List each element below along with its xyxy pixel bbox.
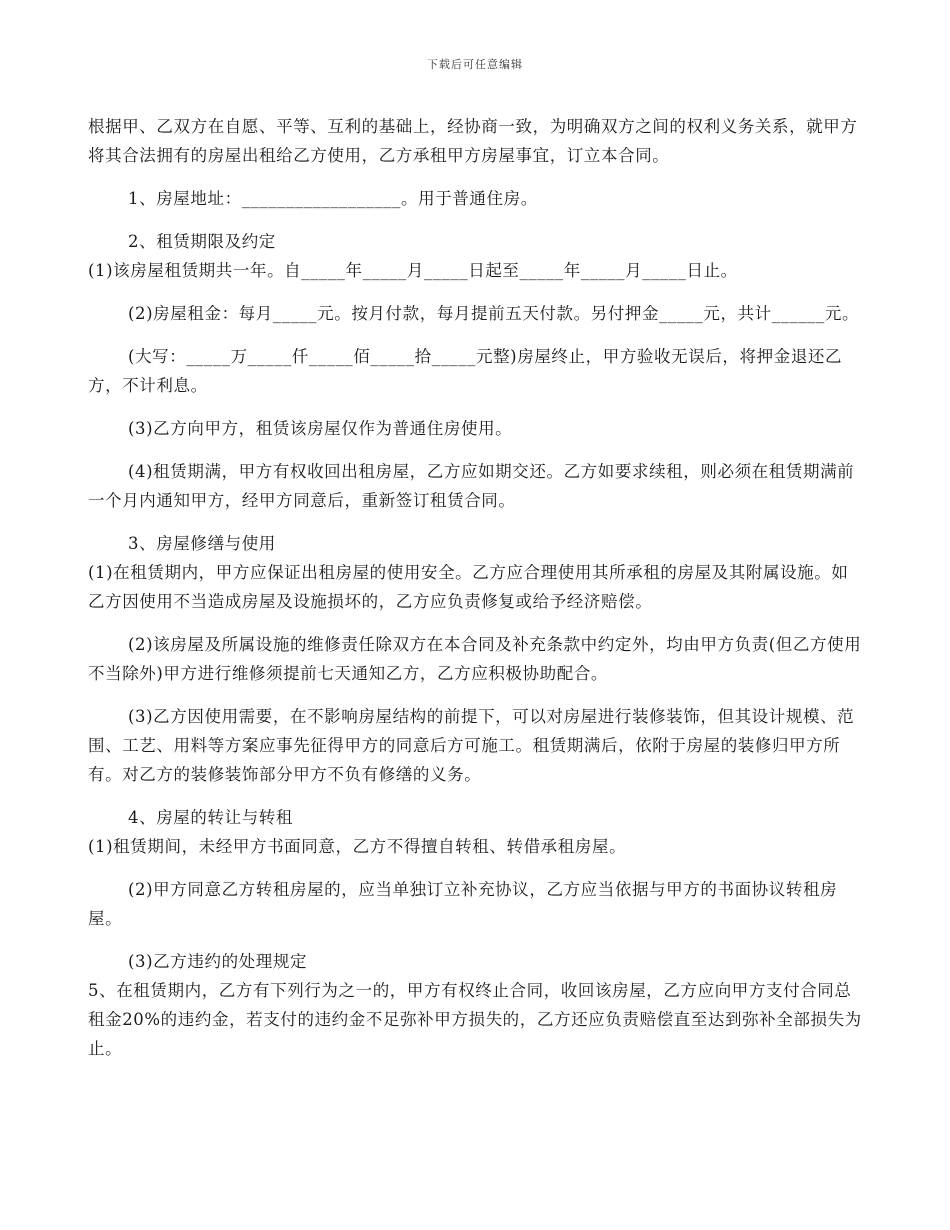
section-2-heading: 2、租赁期限及约定 (128, 232, 276, 251)
clause-2-4-expiry: (4)租赁期满，甲方有权收回出租房屋，乙方应如期交还。乙方如要求续租，则必须在租赁期满前一个月内通知甲方，经甲方同意后，重新签订租赁合同。 (88, 462, 855, 510)
section-4-heading: 4、房屋的转让与转租 (128, 808, 293, 827)
contract-body (88, 112, 862, 1063)
clause-3-1-safety: (1)在租赁期内，甲方应保证出租房屋的使用安全。乙方应合理使用其所承租的房屋及其附属设施。如乙方因使用不当造成房屋及设施损坏的，乙方应负责修复或给予经济赔偿。 (88, 563, 849, 611)
intro-paragraph: 根据甲、乙双方在自愿、平等、互利的基础上，经协商一致，为明确双方之间的权利义务关系，就甲方将其合法拥有的房屋出租给乙方使用，乙方承租甲方房屋事宜，订立本合同。 (88, 117, 858, 165)
clause-5-termination: 5、在租赁期内，乙方有下列行为之一的，甲方有权终止合同，收回该房屋，乙方应向甲方支付合同总租金20%的违约金，若支付的违约金不足弥补甲方损失的，乙方还应负责赔偿直至达到弥补全部损失为止。 (88, 981, 862, 1058)
clause-2-1-term: (1)该房屋租赁期共一年。自_____年_____月_____日起至_____年_____月_____日止。 (88, 261, 738, 280)
clause-1-address: 1、房屋地址：__________________。用于普通住房。 (128, 189, 538, 208)
section-3-heading: 3、房屋修缮与使用 (128, 534, 276, 553)
clause-3-3-renovation: (3)乙方因使用需要，在不影响房屋结构的前提下，可以对房屋进行装修装饰，但其设计规模、范围、工艺、用料等方案应事先征得甲方的同意后方可施工。租赁期满后，依附于房屋的装修归甲方所有。对乙方的装修装饰部分甲方不负有修缮的义务。 (88, 707, 855, 784)
clause-3-2-maintenance: (2)该房屋及所属设施的维修责任除双方在本合同及补充条款中约定外，均由甲方负责(但乙方使用不当除外)甲方进行维修须提前七天通知乙方，乙方应积极协助配合。 (88, 635, 862, 683)
page-header: 下载后可任意编辑 (427, 58, 523, 71)
clause-4-1-sublease: (1)租赁期间，未经甲方书面同意，乙方不得擅自转租、转借承租房屋。 (88, 837, 627, 856)
clause-2-3-usage: (3)乙方向甲方，租赁该房屋仅作为普通住房使用。 (128, 419, 513, 438)
clause-2-2-capital-amount: (大写：_____万_____仟_____佰_____拾_____元整)房屋终止，甲方验收无误后，将押金退还乙方，不计利息。 (88, 347, 843, 395)
clause-4-2-sublease-agreement: (2)甲方同意乙方转租房屋的，应当单独订立补充协议，乙方应当依据与甲方的书面协议转租房屋。 (88, 880, 838, 928)
clause-4-3-breach-heading: (3)乙方违约的处理规定 (128, 952, 308, 971)
clause-2-2-rent: (2)房屋租金：每月_____元。按月付款，每月提前五天付款。另付押金_____元，共计______元。 (128, 304, 860, 323)
